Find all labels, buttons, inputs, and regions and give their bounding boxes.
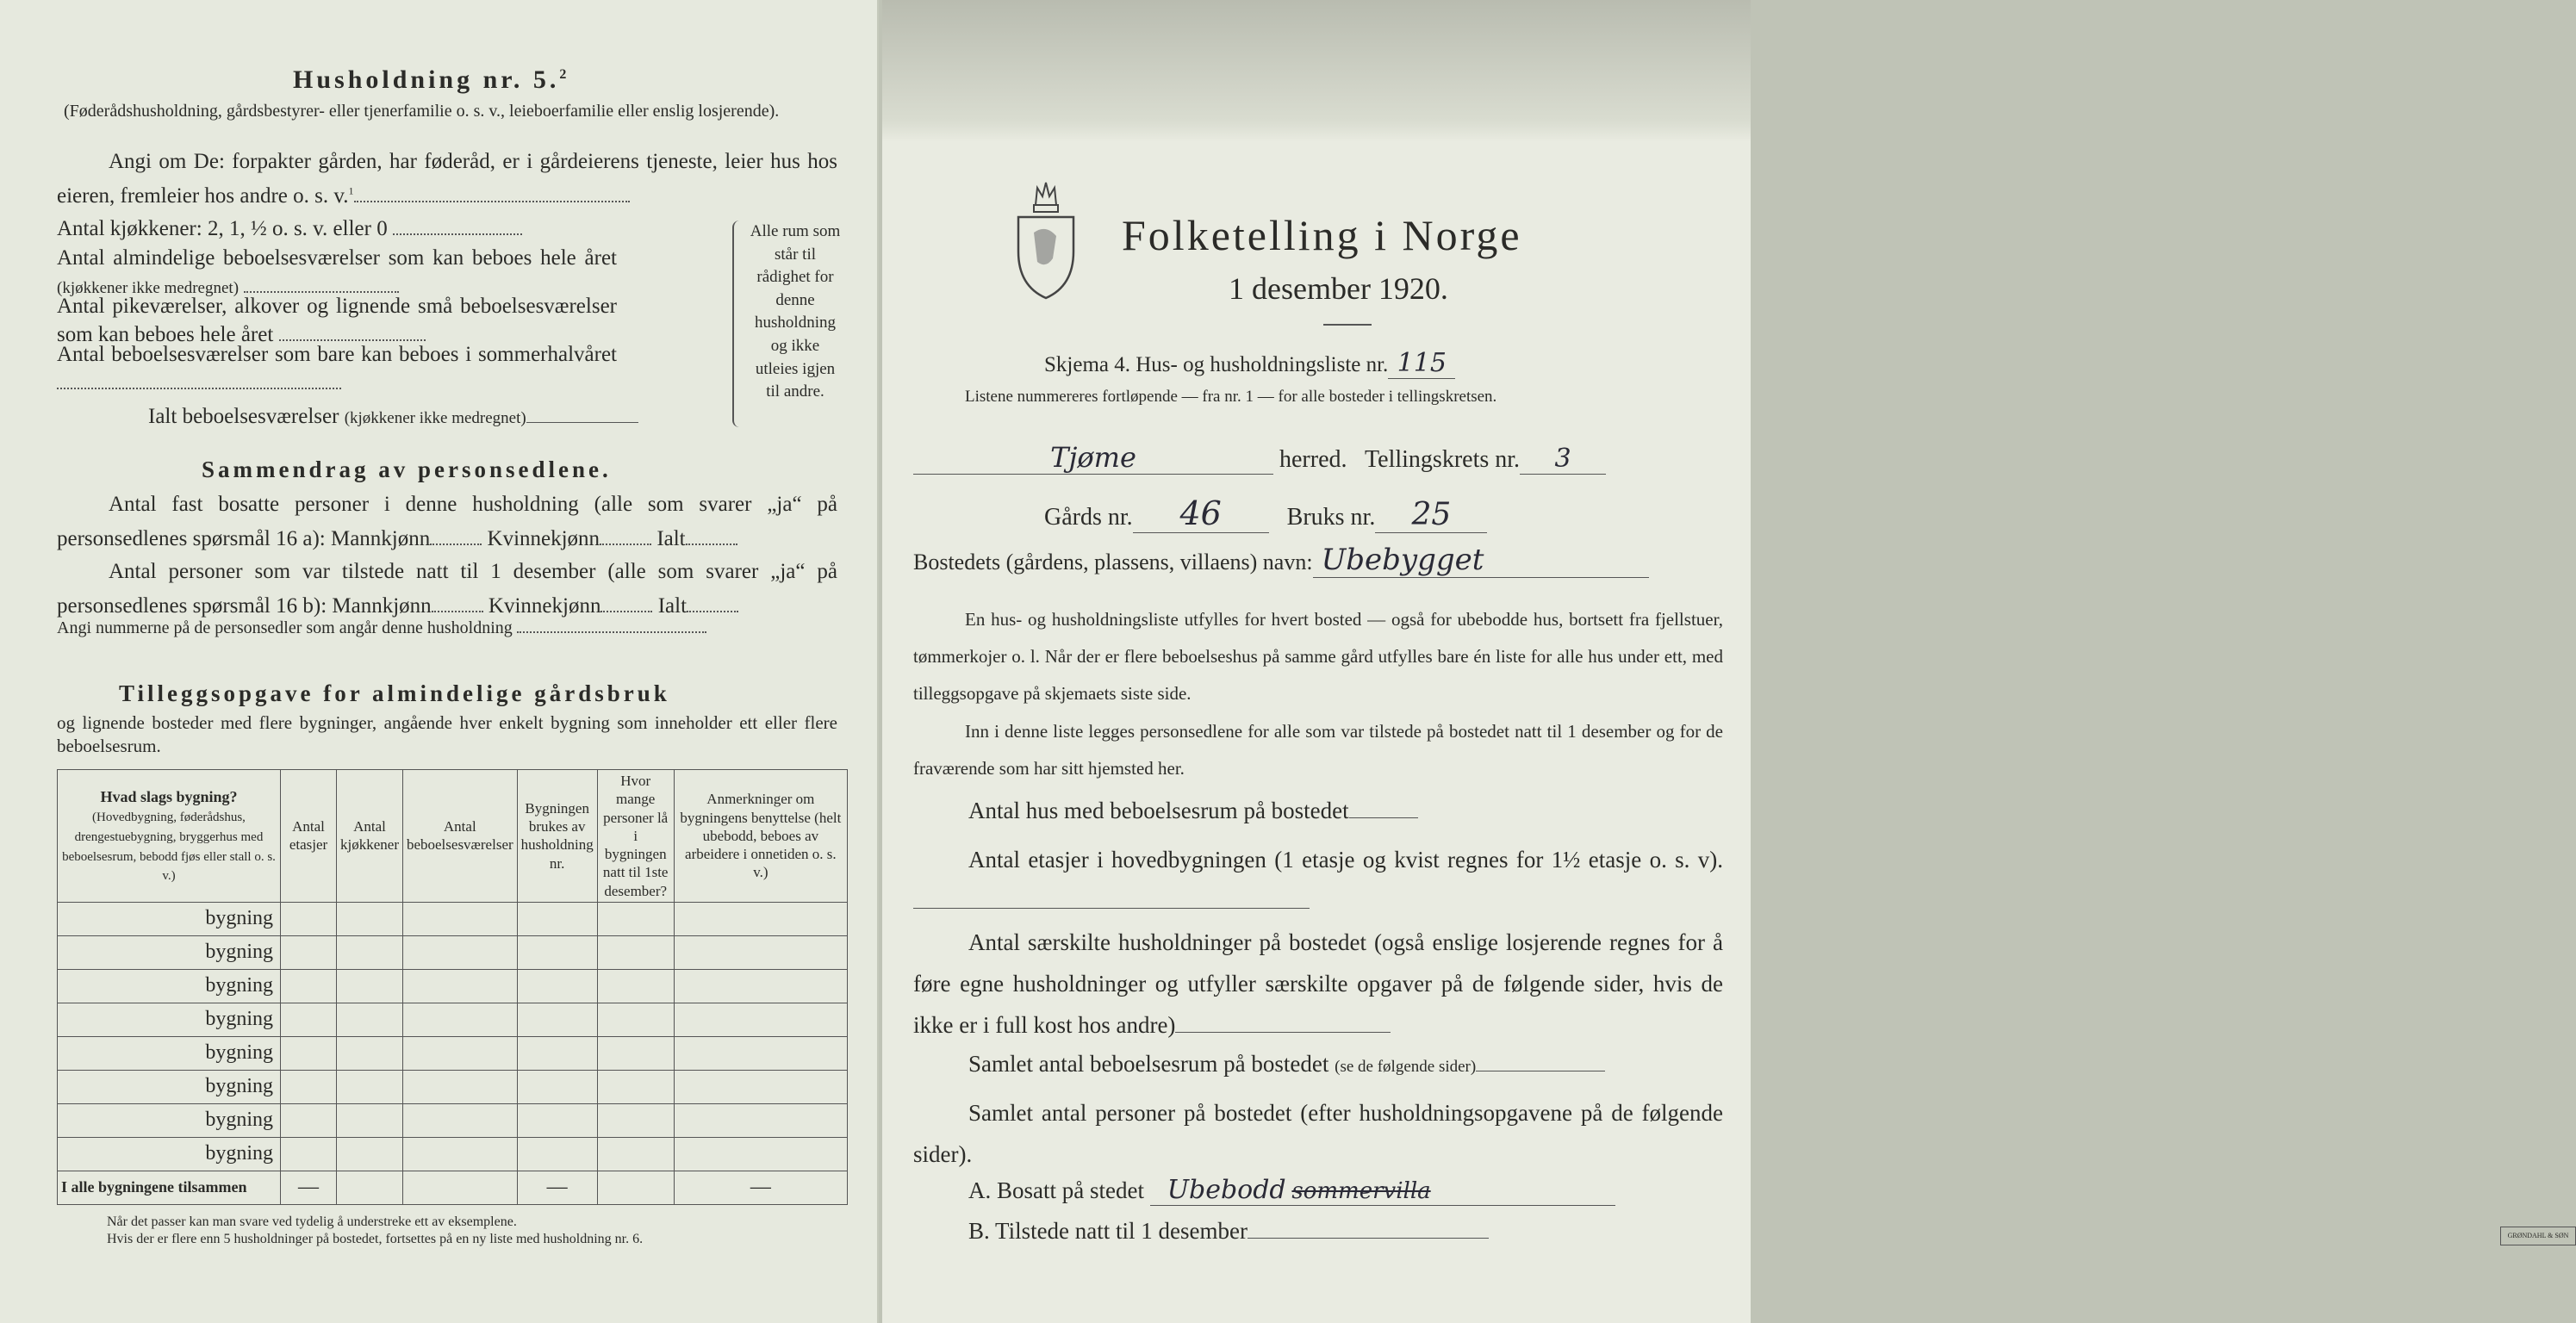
building-row-label: bygning bbox=[58, 1003, 281, 1036]
table-cell[interactable] bbox=[597, 1103, 674, 1137]
living-rooms-item: Antal almindelige beboelsesværelser som kan beboes hele året (kjøkkener ikke medregnet) bbox=[57, 246, 617, 297]
table-cell[interactable] bbox=[517, 1070, 597, 1103]
instructions-1: En hus- og husholdningsliste utfylles for hvert bosted — også for ubebodde hus, bortsett fra fjellstuer, tømmerkojer o. l. Når der er flere beboelseshus på samme gård utfylles bare én liste for alle hus under ett, med tilleggsopgave på skjemaets siste side. bbox=[913, 609, 1723, 705]
tillegg-title: Tilleggsopgave for almindelige gårdsbruk bbox=[119, 680, 670, 706]
footnote-2: Hvis der er flere enn 5 husholdninger på bostedet, fortsettes på en ny liste med husholdning nr. 6. bbox=[107, 1232, 644, 1246]
summer-rooms-item: Antal beboelsesværelser som bare kan beboes i sommerhalvåret bbox=[57, 341, 617, 397]
buildings-table bbox=[57, 769, 848, 1205]
total-row bbox=[58, 1171, 848, 1204]
form-date: 1 desember 1920. bbox=[1229, 271, 1448, 306]
q-samlet-rum: Samlet antal beboelsesrum på bostedet (se de følgende sider) bbox=[968, 1051, 1605, 1078]
building-row-label: bygning bbox=[58, 1137, 281, 1171]
total-personer bbox=[597, 1171, 674, 1204]
brace-note: Alle rum som står til rådighet for denne husholdning og ikke utleies igjen til andre. bbox=[750, 222, 841, 401]
table-cell[interactable] bbox=[337, 1103, 403, 1137]
buildings-table-body bbox=[58, 902, 848, 1171]
col-anmerkninger: Anmerkninger om bygningens benyttelse (helt ubebodd, beboes av arbeidere i onnetiden o. s. v.) bbox=[674, 770, 847, 903]
table-cell[interactable] bbox=[597, 902, 674, 935]
table-cell[interactable] bbox=[281, 969, 337, 1003]
table-cell[interactable] bbox=[337, 935, 403, 969]
liste-nr[interactable]: 115 bbox=[1397, 348, 1447, 378]
q-samlet-pers: Samlet antal personer på bostedet (efter husholdningsopgavene på de følgende sider). bbox=[913, 1100, 1723, 1168]
table-cell[interactable] bbox=[517, 969, 597, 1003]
total-label: I alle bygningene tilsammen bbox=[58, 1171, 281, 1204]
table-cell[interactable] bbox=[337, 969, 403, 1003]
a-struck-value: sommervilla bbox=[1291, 1178, 1431, 1204]
table-cell[interactable] bbox=[337, 1003, 403, 1036]
a-value[interactable]: Ubebodd bbox=[1167, 1175, 1286, 1205]
table-cell[interactable] bbox=[281, 1137, 337, 1171]
table-cell[interactable] bbox=[597, 1036, 674, 1070]
col-personer: Hvor mange personer lå i bygningen natt til 1ste desember? bbox=[597, 770, 674, 903]
nummerering-note: Listene nummereres fortløpende — fra nr. 1 — for alle bosteder i tellingskretsen. bbox=[965, 388, 1497, 406]
total-etasjer: — bbox=[281, 1171, 337, 1204]
total-anmerkninger: — bbox=[674, 1171, 847, 1204]
table-cell[interactable] bbox=[597, 969, 674, 1003]
table-cell[interactable] bbox=[517, 1103, 597, 1137]
table-cell[interactable] bbox=[674, 1137, 847, 1171]
bruks-value[interactable]: 25 bbox=[1411, 497, 1452, 532]
tilstede-text: Antal personer som var tilstede natt til 1 desember (alle som svarer „ja“ på personsedlenes spørsmål 16 b): Mannkjønn Kvinnekjønn Ialt bbox=[57, 560, 837, 618]
table-cell[interactable] bbox=[597, 935, 674, 969]
small-rooms-item: Antal pikeværelser, alkover og lignende små beboelsesværelser som kan beboes hele året bbox=[57, 295, 617, 346]
form-title: Folketelling i Norge bbox=[1122, 211, 1522, 259]
col-building-type: Hvad slags bygning? (Hovedbygning, føderådshus, drengestuebygning, bryggerhus med beboelsesrum, bebodd fjøs eller stall o. s. v.) bbox=[58, 770, 281, 903]
total-rooms-item: Ialt beboelsesværelser (kjøkkener ikke medregnet) bbox=[148, 405, 638, 429]
table-cell[interactable] bbox=[517, 1003, 597, 1036]
col-husholdning: Bygningen brukes av husholdning nr. bbox=[517, 770, 597, 903]
table-cell[interactable] bbox=[281, 935, 337, 969]
instructions-2: Inn i denne liste legges personsedlene for alle som var tilstede på bostedet natt til 1 desember og for de fraværende som har sitt hjemsted her. bbox=[913, 721, 1723, 780]
top-shadow bbox=[882, 0, 1751, 142]
bosted-line: Bostedets (gårdens, plassens, villaens) navn: Ubebygget bbox=[913, 543, 1649, 578]
table-cell[interactable] bbox=[674, 1036, 847, 1070]
total-kjokkener bbox=[337, 1171, 403, 1204]
angi-text: Angi om De: forpakter gården, har føderåd, er i gårdeierens tjeneste, leier hus hos eieren, fremleier hos andre o. s. v.$^1$ bbox=[57, 150, 837, 208]
herred-value[interactable]: Tjøme bbox=[1050, 441, 1136, 474]
table-cell[interactable] bbox=[597, 1137, 674, 1171]
total-vaerelser bbox=[402, 1171, 517, 1204]
table-row bbox=[58, 969, 848, 1003]
table-cell[interactable] bbox=[281, 1103, 337, 1137]
table-cell[interactable] bbox=[337, 1070, 403, 1103]
table-row bbox=[58, 1103, 848, 1137]
summary-title: Sammendrag av personsedlene. bbox=[202, 457, 612, 482]
col-kjokkener: Antal kjøkkener bbox=[337, 770, 403, 903]
bosted-value[interactable]: Ubebygget bbox=[1321, 543, 1484, 577]
table-cell[interactable] bbox=[517, 1036, 597, 1070]
col-vaerelser: Antal beboelsesværelser bbox=[402, 770, 517, 903]
building-row-label: bygning bbox=[58, 902, 281, 935]
table-header-row bbox=[58, 770, 848, 903]
q-hus: Antal hus med beboelsesrum på bostedet bbox=[968, 798, 1418, 824]
krets-value[interactable]: 3 bbox=[1554, 444, 1571, 474]
total-husholdning: — bbox=[517, 1171, 597, 1204]
gards-line: Gårds nr. 46 Bruks nr. 25 bbox=[1044, 494, 1487, 533]
table-cell[interactable] bbox=[402, 935, 517, 969]
angi-nummerne: Angi nummerne på de personsedler som angår denne husholdning bbox=[57, 618, 706, 638]
table-cell[interactable] bbox=[674, 935, 847, 969]
household-note: (Føderådshusholdning, gårdsbestyrer- eller tjenerfamilie o. s. v., leieboerfamilie eller enslig losjerende). bbox=[64, 102, 780, 121]
table-cell[interactable] bbox=[402, 969, 517, 1003]
table-cell[interactable] bbox=[337, 1137, 403, 1171]
col-etasjer: Antal etasjer bbox=[281, 770, 337, 903]
table-row bbox=[58, 1036, 848, 1070]
right-page bbox=[882, 0, 2569, 1323]
table-cell[interactable] bbox=[517, 935, 597, 969]
kitchens-item: Antal kjøkkener: 2, 1, ½ o. s. v. eller 0 bbox=[57, 217, 522, 241]
table-cell[interactable] bbox=[517, 902, 597, 935]
gards-value[interactable]: 46 bbox=[1179, 494, 1222, 532]
left-page bbox=[0, 0, 879, 1323]
building-row-label: bygning bbox=[58, 969, 281, 1003]
q-hushold: Antal særskilte husholdninger på bostedet (også enslige losjerende regnes for å føre egne husholdninger og utfyller særskilte opgaver på de følgende sider, hvis de ikke er i full kost hos andre) bbox=[913, 929, 1723, 1039]
table-cell[interactable] bbox=[674, 1070, 847, 1103]
table-row bbox=[58, 902, 848, 935]
building-row-label: bygning bbox=[58, 1103, 281, 1137]
b-tilstede: B. Tilstede natt til 1 desember bbox=[968, 1218, 1489, 1245]
table-cell[interactable] bbox=[402, 1003, 517, 1036]
table-cell[interactable] bbox=[597, 1003, 674, 1036]
a-bosatt: A. Bosatt på stedet Ubebodd sommervilla bbox=[968, 1175, 1615, 1206]
table-cell[interactable] bbox=[281, 902, 337, 935]
coat-of-arms-icon bbox=[1011, 172, 1080, 301]
table-cell[interactable] bbox=[674, 969, 847, 1003]
building-row-label: bygning bbox=[58, 1036, 281, 1070]
brace-mark bbox=[732, 220, 746, 427]
table-cell[interactable] bbox=[517, 1137, 597, 1171]
table-cell[interactable] bbox=[674, 1103, 847, 1137]
table-cell[interactable] bbox=[402, 1036, 517, 1070]
table-cell[interactable] bbox=[402, 1103, 517, 1137]
table-cell[interactable] bbox=[674, 902, 847, 935]
table-cell[interactable] bbox=[281, 1036, 337, 1070]
household-title: Husholdning nr. 5.$^2$ bbox=[293, 65, 570, 94]
table-cell[interactable] bbox=[674, 1003, 847, 1036]
table-cell[interactable] bbox=[402, 1137, 517, 1171]
tillegg-text: og lignende bosteder med flere bygninger, angående hver enkelt bygning som inneholder ett eller flere beboelsesrum. bbox=[57, 712, 837, 757]
table-row bbox=[58, 1003, 848, 1036]
table-row bbox=[58, 935, 848, 969]
q-etasjer: Antal etasjer i hovedbygningen (1 etasje og kvist regnes for 1½ etasje o. s. v). bbox=[913, 839, 1723, 922]
table-cell[interactable] bbox=[402, 902, 517, 935]
table-cell[interactable] bbox=[337, 1036, 403, 1070]
title-rule bbox=[1323, 324, 1372, 326]
table-cell[interactable] bbox=[281, 1003, 337, 1036]
skjema-line: Skjema 4. Hus- og husholdningsliste nr. 115 bbox=[1044, 348, 1455, 379]
building-row-label: bygning bbox=[58, 935, 281, 969]
table-cell[interactable] bbox=[597, 1070, 674, 1103]
building-row-label: bygning bbox=[58, 1070, 281, 1103]
table-row bbox=[58, 1137, 848, 1171]
table-cell[interactable] bbox=[337, 902, 403, 935]
table-cell[interactable] bbox=[281, 1070, 337, 1103]
table-cell[interactable] bbox=[402, 1070, 517, 1103]
table-row bbox=[58, 1070, 848, 1103]
printer-stamp: GRØNDAHL & SØN bbox=[2500, 1227, 2576, 1245]
herred-line: Tjøme herred. Tellingskrets nr. 3 bbox=[913, 441, 1606, 475]
footnote-1: Når det passer kan man svare ved tydelig å understreke ett av eksemplene. bbox=[107, 1214, 517, 1229]
fast-bosatte-text: Antal fast bosatte personer i denne husholdning (alle som svarer „ja“ på personsedlenes spørsmål 16 a): Mannkjønn Kvinnekjønn Ialt bbox=[57, 493, 837, 550]
